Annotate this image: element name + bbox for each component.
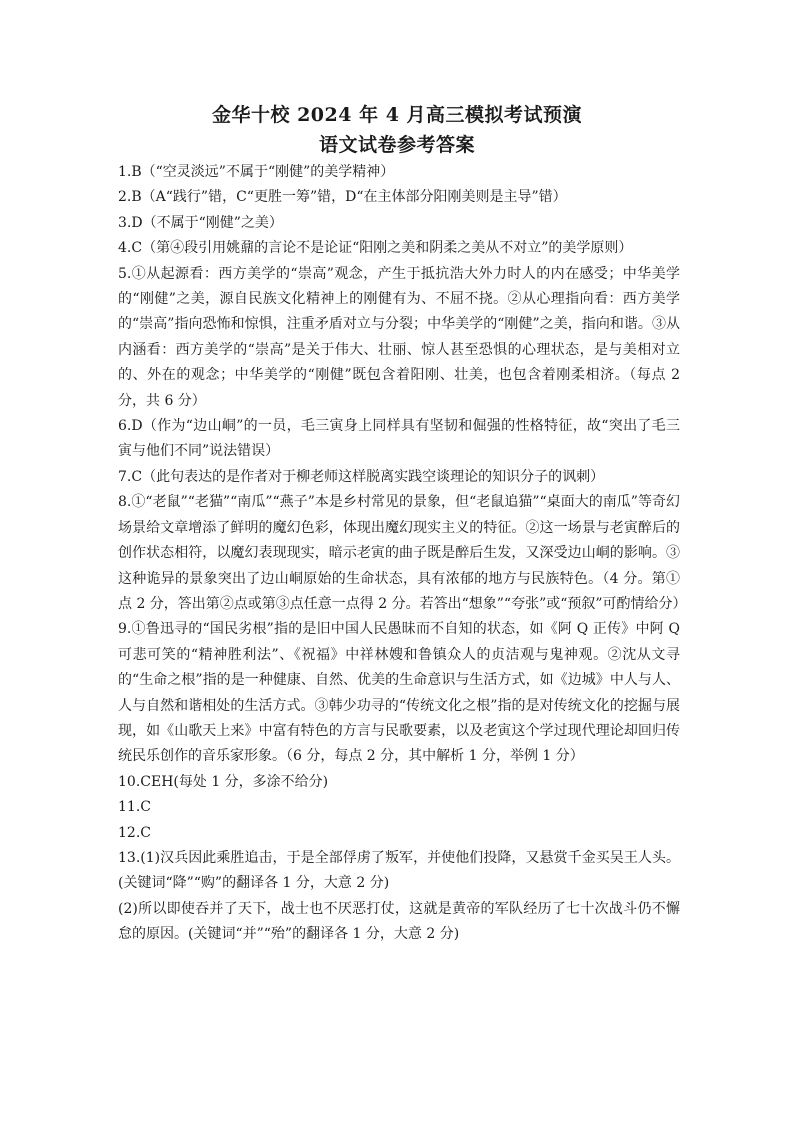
answer-item-13-2: (2)所以即使吞并了天下，战士也不厌恶打仗，这就是黄帝的军队经历了七十次战斗仍不懈怠的原因。(关键词“并”“殆”的翻译各 1 分，大意 2 分) xyxy=(118,900,680,943)
answer-item-8: 8.①“老鼠”“老猫”“南瓜”“燕子”本是乡村常见的景象，但“老鼠追猫”“桌面大的南瓜”等奇幻场景给文章增添了鲜明的魔幻色彩，体现出魔幻现实主义的特征。②这一场景与老寅醉后的创作状态相符，以魔幻表现现实，暗示老寅的曲子既是醉后生发，又深受边山峒的影响。③这种诡异的景象突出了边山峒原始的生命状态，具有浓郁的地方与民族特色。（4 分。第①点 2 分，答出第②点或第③点任意一点得 2 分。若答出“想象”“夸张”或“预叙”可酌情给分） xyxy=(118,494,687,612)
page-title: 金华十校 2024 年 4 月高三模拟考试预演 xyxy=(211,104,583,126)
answer-list xyxy=(118,160,687,948)
page-subtitle: 语文试卷参考答案 xyxy=(318,134,475,156)
answer-item-13-1: 13.(1)汉兵因此乘胜追击，于是全部俘虏了叛军，并使他们投降，又悬赏千金买吴王人头。(关键词“降”“购”的翻译各 1 分，大意 2 分) xyxy=(118,849,680,892)
answer-item-4: 4.C（第④段引用姚鼐的言论不是论证“阳刚之美和阴柔之美从不对立”的美学原则） xyxy=(118,240,633,257)
answer-item-3: 3.D（不属于“刚健”之美） xyxy=(118,214,283,231)
answer-item-5: 5.①从起源看：西方美学的“崇高”观念，产生于抵抗浩大外力时人的内在感受；中华美学的“刚健”之美，源自民族文化精神上的刚健有为、不屈不挠。②从心理指向看：西方美学的“崇高”指向恐怖和惊惧，注重矛盾对立与分裂；中华美学的“刚健”之美，指向和谐。③从内涵看：西方美学的“崇高”是关于伟大、壮丽、惊人甚至恐惧的心理状态，是与美相对立的、外在的观念；中华美学的“刚健”既包含着阳刚、壮美，也包含着刚柔相济。（每点 2 分，共 6 分） xyxy=(118,265,680,409)
answer-item-7: 7.C（此句表达的是作者对于柳老师这样脱离实践空谈理论的知识分子的讽刺） xyxy=(118,468,605,485)
answer-item-2: 2.B（A“践行”错，C“更胜一筹”错，D“在主体部分阳刚美则是主导”错） xyxy=(118,189,567,206)
answer-item-12: 12.C xyxy=(118,824,151,841)
answer-item-10: 10.CEH(每处 1 分，多涂不给分) xyxy=(118,773,329,790)
answer-item-11: 11.C xyxy=(118,799,151,816)
answer-item-1: 1.B（“空灵淡远”不属于“刚健”的美学精神） xyxy=(118,164,395,180)
answer-item-9: 9.①鲁迅寻的“国民劣根”指的是旧中国人民愚昧而不自知的状态，如《阿 Q 正传》中阿 Q 可悲可笑的“精神胜利法”、《祝福》中祥林嫂和鲁镇众人的贞洁观与鬼神观。②沈从文寻的“生命之根”指的是一种健康、自然、优美的生命意识与生活方式，如《边城》中人与人、人与自然和谐相处的生活方式。③韩少功寻的“传统文化之根”指的是对传统文化的挖掘与展现，如《山歌天上来》中富有特色的方言与民歌要素，以及老寅这个学过现代理论却回归传统民乐创作的音乐家形象。（6 分，每点 2 分，其中解析 1 分，举例 1 分） xyxy=(118,621,680,765)
answer-item-6: 6.D（作为“边山峒”的一员，毛三寅身上同样具有坚韧和倔强的性格特征，故“突出了毛三寅与他们不同”说法错误） xyxy=(118,418,680,460)
